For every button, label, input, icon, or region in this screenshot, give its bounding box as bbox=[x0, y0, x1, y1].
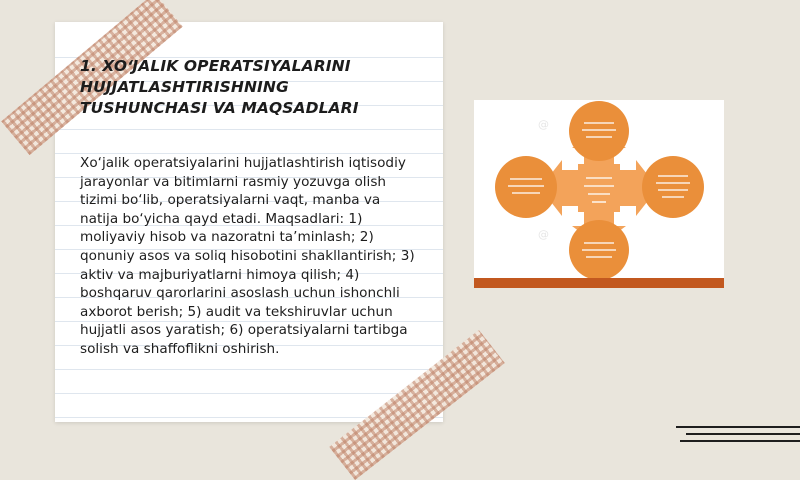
diagram-node-right bbox=[642, 156, 704, 218]
slide-body-text: Xo‘jalik operatsiyalarini hujjatlashtirish iqtisodiy jarayonlar va bitimlarni rasmiy yozuvga olish tizimi bo‘lib, operatsiyalarni vaqt, manba va natija bo‘yicha qayd etadi. Maqsadlari: 1) moliyaviy hisob va nazoratni ta’minlash; 2) qonuniy asos va soliq hisobotini shakllantirish; 3) aktiv va majburiyatlarni himoya qilish; 4) boshqaruv qarorlarini asoslash uchun ishonchli axborot berish; 5) audit va tekshiruvlar uchun hujjatli asos yaratish; 6) operatsiyalarni tartibga solish va shaffoflikni oshirish. bbox=[80, 155, 415, 357]
diagram-bottom-strip bbox=[474, 278, 724, 288]
diagram-node-bottom bbox=[569, 220, 629, 280]
diagram-watermark: @ bbox=[538, 228, 549, 241]
diagram-image bbox=[474, 100, 724, 288]
diagram-watermark: @ bbox=[538, 118, 549, 131]
diagram-node-top bbox=[569, 101, 629, 161]
decorative-lines bbox=[676, 424, 800, 444]
diagram-node-left bbox=[495, 156, 557, 218]
slide-title: 1. XO‘JALIK OPERATSIYALARINI HUJJATLASHTIRISHNING TUSHUNCHASI VA MAQSADLARI bbox=[80, 57, 359, 117]
cycle-diagram bbox=[474, 100, 724, 288]
